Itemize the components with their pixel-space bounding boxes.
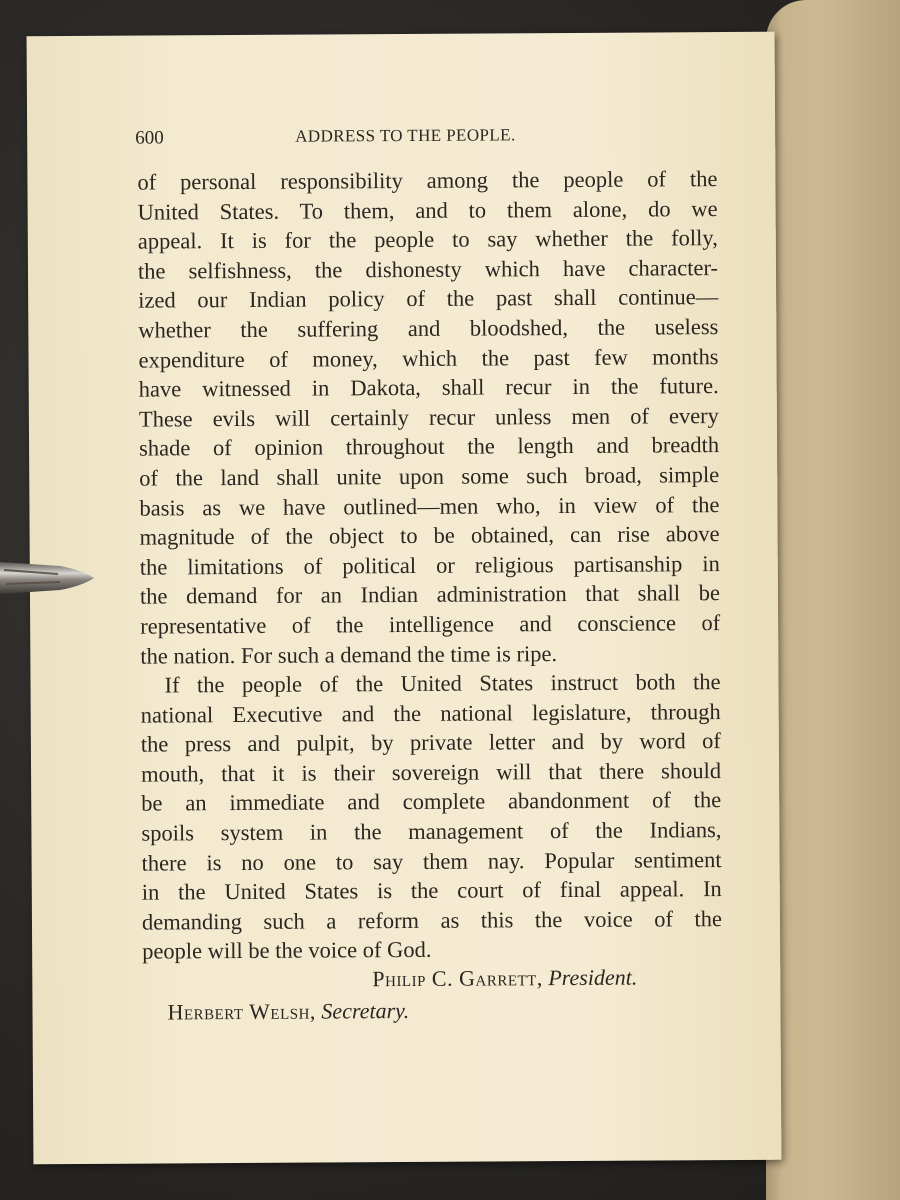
text-line: be an immediate and complete abandonment of the bbox=[141, 787, 722, 817]
text-line: there is no one to say them nay. Popular sentiment bbox=[141, 846, 722, 876]
text-line: the selfishness, the dishonesty which have character- bbox=[137, 254, 719, 284]
running-head bbox=[135, 124, 695, 153]
text-line: representative of the intelligence and conscience of bbox=[140, 609, 721, 639]
text-line: ized our Indian policy of the past shall continue— bbox=[138, 284, 719, 313]
pen-pointer bbox=[0, 556, 100, 600]
text-line: of personal responsibility among the people of the bbox=[137, 166, 718, 195]
text-line: the nation. For such a demand the time is ripe. bbox=[140, 640, 558, 669]
text-line: people will be the voice of God. bbox=[142, 937, 432, 965]
text-line: spoils system in the management of the Indians, bbox=[141, 817, 722, 846]
text-line: appeal. It is for the people to say whether the folly, bbox=[137, 225, 718, 254]
text-line: United States. To them, and to them alone, do we bbox=[137, 195, 718, 225]
page-number: 600 bbox=[135, 127, 164, 149]
text-line: magnitude of the object to be obtained, can rise above bbox=[139, 521, 720, 550]
book-page bbox=[27, 32, 782, 1165]
facing-page-edge bbox=[766, 0, 900, 1200]
text-line: the limitations of political or religious partisanship in bbox=[139, 550, 720, 580]
president-name: Philip C. Garrett, bbox=[372, 965, 543, 992]
body-text bbox=[137, 164, 722, 967]
text-line: shade of opinion throughout the length and breadth bbox=[139, 432, 720, 461]
secretary-name: Herbert Welsh, bbox=[167, 998, 316, 1025]
text-line: mouth, that it is their sovereign will that there should bbox=[140, 757, 722, 787]
president-role: President. bbox=[548, 964, 638, 991]
text-line: the press and pulpit, by private letter and by word of bbox=[140, 728, 721, 757]
secretary-role: Secretary. bbox=[321, 997, 410, 1024]
secretary-signature bbox=[167, 998, 409, 1025]
president-signature bbox=[372, 965, 637, 993]
text-line: These evils will certainly recur unless men of every bbox=[138, 402, 719, 432]
text-line: demanding such a reform as this the voice of the bbox=[141, 905, 723, 935]
text-line: the demand for an Indian administration that shall be bbox=[139, 580, 721, 609]
text-line: of the land shall unite upon some such broad, simple bbox=[139, 462, 720, 491]
text-line: expenditure of money, which the past few months bbox=[138, 343, 719, 373]
text-line: have witnessed in Dakota, shall recur in the future. bbox=[138, 373, 719, 402]
text-line: national Executive and the national legislature, through bbox=[140, 698, 721, 728]
text-line: whether the suffering and bloodshed, the useless bbox=[138, 314, 719, 343]
running-title: ADDRESS TO THE PEOPLE. bbox=[295, 125, 516, 146]
text-line: If the people of the United States instruct both the bbox=[164, 669, 721, 698]
text-line: basis as we have outlined—men who, in view of the bbox=[139, 491, 720, 521]
text-line: in the United States is the court of final appeal. In bbox=[141, 876, 722, 905]
